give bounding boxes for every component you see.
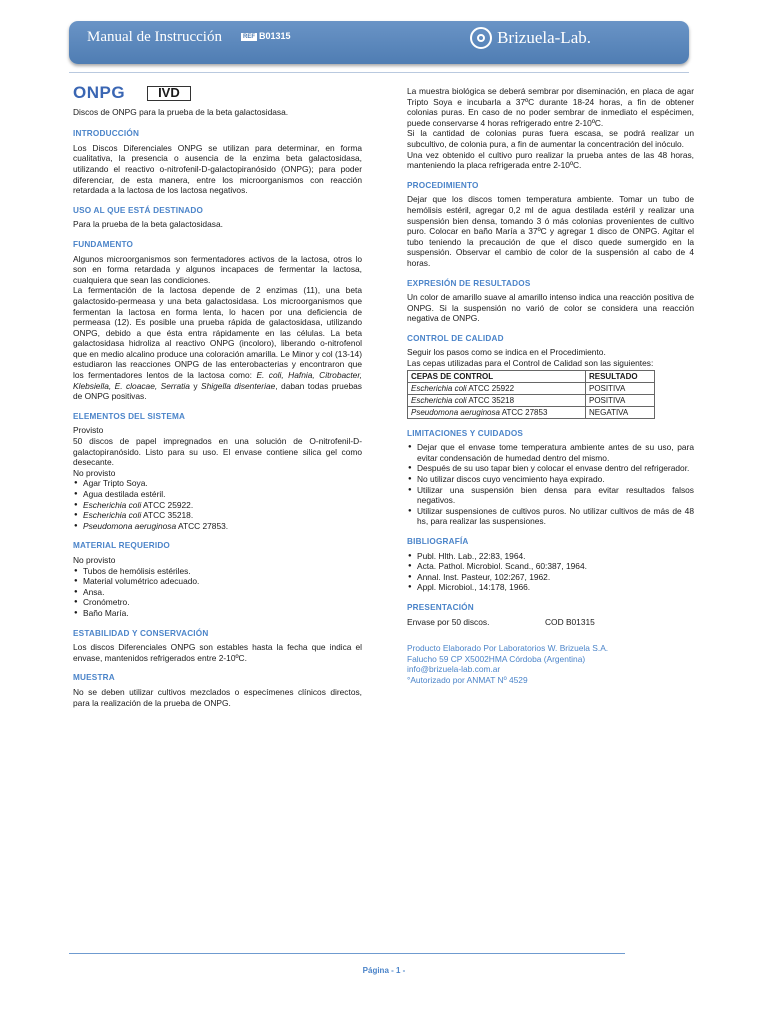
- list-item: ● Cronómetro.: [73, 597, 362, 608]
- no-provisto-label: No provisto: [73, 554, 116, 565]
- section-heading: INTRODUCCIÓN: [73, 129, 140, 139]
- list-item: ● Dejar que el envase tome temperatura ambiente antes de su uso, para evitar condensación de humedad dentro del mismo.: [407, 442, 694, 463]
- fundamento-text: La fermentación de la lactosa depende de 2 enzimas (11), una beta galactosido-permeasa y una beta galactosidasa. Los microorganismos que fermentan la lactosa en forma lenta, lo hacen por una deficiencia de permeasa (12). Es posible una prueba rápida de galactosidasa, utilizando ONPG, debido a que ésta entra rápidamente en las células. La beta galactosidasa hidroliza al reactivo ONPG (incoloro), liberando o-nitrofenol que en medio alcalino produce una coloración amarilla. Le Minor y col (13-14) estudiaron las reacciones ONPG de las enterobacterias y encontraron que los fermentadores lentos de la lactosa como:: [73, 285, 362, 381]
- section-control-calidad: [407, 334, 694, 419]
- elementos-list: [73, 478, 362, 531]
- section-uso: [73, 206, 362, 230]
- list-item: ● Baño María.: [73, 608, 362, 619]
- list-item: ● Ansa.: [73, 587, 362, 598]
- list-item: ● Material volumétrico adecuado.: [73, 576, 362, 587]
- provisto-label: Provisto: [73, 425, 104, 436]
- uso-text: Para la prueba de la beta galactosidasa.: [73, 219, 223, 230]
- fundamento-p1: Algunos microorganismos son fermentadores activos de la lactosa, otros lo son en forma retardada y algunos incapaces de fermentar la lactosa, cualquiera que sean las condiciones.: [73, 253, 362, 285]
- page-number: Página - 1 -: [362, 966, 406, 975]
- section-estabilidad: [73, 629, 362, 664]
- no-provisto-label: No provisto: [73, 467, 116, 478]
- list-item: ● Tubos de hemólisis estériles.: [73, 566, 362, 577]
- section-heading: PROCEDIMIENTO: [407, 180, 479, 190]
- list-item: ● Escherichia coli ATCC 35218.: [73, 510, 362, 521]
- left-column: [73, 83, 362, 708]
- section-procedimiento: [407, 181, 694, 269]
- procedimiento-text: Dejar que los discos tomen temperatura ambiente. Tomar un tubo de hemólisis estéril, agregar 0,2 ml de agua destilada estéril y realizar una suspensión bien densa, tomando 3 ó más colonias provenientes de cultivo puro. Colocar en baño María a 37ºC y agregar 1 disco de ONPG. Agitar el tubo teniendo la precaución de que el disco quede sumergido en la suspensión. Observar el cambio de color de la suspensión al cabo de 4 horas.: [407, 194, 694, 268]
- section-elementos: [73, 412, 362, 532]
- section-muestra: [73, 673, 362, 708]
- footer-divider: [69, 953, 625, 954]
- ivd-badge: IVD: [147, 86, 191, 101]
- list-item: ● Utilizar suspensiones de cultivos puros. No utilizar cultivos de más de 48 hs, para realizar las suspensiones.: [407, 506, 694, 527]
- intro-text: Los Discos Diferenciales ONPG se utilizan para determinar, en forma cualitativa, la presencia o ausencia de la enzima beta galactosidasa, utilizando el reactivo o-nitrofenil-D-galactopiranósido (ONPG); para poder diferenciar, de esta manera, entre los microorganismos con reacción retardada a la lactosa de los lactosa negativos.: [73, 142, 362, 196]
- table-header-row: [408, 370, 655, 382]
- table-header: CEPAS DE CONTROL: [408, 370, 586, 382]
- list-item: ● Agar Tripto Soya.: [73, 478, 362, 489]
- list-item: ● Appl. Microbiol., 14:178, 1966.: [407, 582, 694, 593]
- control-line-2: Las cepas utilizadas para el Control de Calidad son las siguientes:: [407, 358, 654, 369]
- section-presentacion: [407, 603, 694, 627]
- section-heading: MUESTRA: [73, 673, 115, 683]
- table-row: [408, 382, 655, 394]
- fundamento-text: y: [189, 380, 202, 391]
- section-heading: LIMITACIONES Y CUIDADOS: [407, 428, 524, 438]
- lab-email: info@brizuela-lab.com.ar: [407, 664, 501, 675]
- bibliografia-list: [407, 551, 694, 593]
- section-heading: MATERIAL REQUERIDO: [73, 541, 170, 551]
- list-item: ● Pseudomona aeruginosa ATCC 27853.: [73, 521, 362, 532]
- table-cell: Pseudomona aeruginosa ATCC 27853: [408, 406, 586, 418]
- list-item: ● Agua destilada estéril.: [73, 489, 362, 500]
- product-title-row: [73, 83, 362, 102]
- list-item: ● No utilizar discos cuyo vencimiento haya expirado.: [407, 474, 694, 485]
- table-row: [408, 406, 655, 418]
- list-item: ● Annal. Inst. Pasteur, 102:267, 1962.: [407, 572, 694, 583]
- section-fundamento: [73, 240, 362, 402]
- section-heading: FUNDAMENTO: [73, 239, 134, 249]
- list-item: ● Utilizar una suspensión bien densa para evitar resultados falsos negativos.: [407, 485, 694, 506]
- section-heading: PRESENTACIÓN: [407, 602, 474, 612]
- table-header: RESULTADO: [585, 370, 654, 382]
- section-introduccion: [73, 129, 362, 196]
- product-name: ONPG: [73, 83, 126, 102]
- section-material: [73, 541, 362, 618]
- table-cell: POSITIVA: [585, 394, 654, 406]
- muestra-continuation-2: Si la cantidad de colonias puras fuera escasa, se podrá realizar un subcultivo, de colonia pura, a fin de aumentar la concentración del inóculo.: [407, 128, 694, 149]
- table-row: [408, 394, 655, 406]
- section-heading: CONTROL DE CALIDAD: [407, 333, 504, 343]
- table-cell: POSITIVA: [585, 382, 654, 394]
- muestra-continuation-3: Una vez obtenido el cultivo puro realizar la prueba antes de las 48 horas, manteniendo la placa refrigerada entre 2-10ºC.: [407, 149, 694, 171]
- provisto-text: 50 discos de papel impregnados en una solución de O-nitrofenil-D-galactopiranósido. Listo para su uso. El envase contiene silica gel como desecante.: [73, 436, 362, 468]
- reference-code: [241, 31, 291, 41]
- material-list: [73, 566, 362, 619]
- brand-name: Brizuela-Lab.: [497, 28, 591, 47]
- expresion-text: Un color de amarillo suave al amarillo intenso indica una reacción positiva de ONPG. Si la suspensión no varió de color se considera una reacción negativa de ONPG.: [407, 292, 694, 324]
- section-heading: ELEMENTOS DEL SISTEMA: [73, 411, 186, 421]
- fundamento-text: , daban todas pruebas de ONPG positivas.: [73, 380, 362, 402]
- header-divider: [69, 72, 689, 73]
- muestra-text: No se deben utilizar cultivos mezclados o especímenes clínicos directos, para la realización de la prueba de ONPG.: [73, 686, 362, 708]
- limitaciones-list: [407, 442, 694, 527]
- estabilidad-text: Los discos Diferenciales ONPG son estables hasta la fecha que indica el envase, mantenidos refrigerados entre 2-10ºC.: [73, 642, 362, 663]
- section-expresion: [407, 279, 694, 324]
- section-bibliografia: [407, 537, 694, 593]
- ref-code-value: B01315: [259, 31, 291, 41]
- lab-info: [407, 643, 694, 685]
- brizuela-logo-icon: [470, 27, 492, 49]
- section-heading: EXPRESIÓN DE RESULTADOS: [407, 278, 531, 288]
- list-item: ● Acta. Pathol. Microbiol. Scand., 60:387, 1964.: [407, 561, 694, 572]
- organism-list: E. coli, Hafnia, Citrobacter, Klebsiella, E. cloacae, Serratia: [73, 370, 362, 391]
- presentacion-cod: COD B01315: [545, 616, 595, 627]
- table-cell: Escherichia coli ATCC 35218: [408, 394, 586, 406]
- lab-anmat: °Autorizado por ANMAT Nº 4529: [407, 674, 528, 685]
- list-item: ● Escherichia coli ATCC 25922.: [73, 500, 362, 511]
- brand: [470, 27, 591, 49]
- list-item: ● Publ. Hlth. Lab., 22:83, 1964.: [407, 551, 694, 562]
- table-cell: Escherichia coli ATCC 25922: [408, 382, 586, 394]
- product-subtitle: Discos de ONPG para la prueba de la beta galactosidasa.: [73, 106, 289, 117]
- control-table: [407, 370, 655, 419]
- section-limitaciones: [407, 429, 694, 527]
- organism-name: Shigella disenteriae: [201, 380, 276, 391]
- lab-line-1: Producto Elaborado Por Laboratorios W. Brizuela S.A.: [407, 643, 609, 654]
- presentacion-envase: Envase por 50 discos.: [407, 616, 490, 627]
- table-cell: NEGATIVA: [585, 406, 654, 418]
- ref-box: REF: [243, 34, 255, 40]
- section-heading: BIBLIOGRAFÍA: [407, 537, 469, 546]
- list-item: ● Después de su uso tapar bien y colocar el envase dentro del refrigerador.: [407, 463, 694, 474]
- section-heading: ESTABILIDAD Y CONSERVACIÓN: [73, 628, 209, 638]
- presentacion-row: [407, 617, 694, 628]
- section-heading: USO AL QUE ESTÁ DESTINADO: [73, 205, 204, 215]
- document-header: [69, 21, 689, 64]
- fundamento-p2: [73, 285, 362, 402]
- muestra-continuation-1: La muestra biológica se deberá sembrar por diseminación, en placa de agar Tripto Soya e incubarla a 37ºC durante 18-24 horas, a fin de obtener colonias puras. En caso de no poder sembrar de inmediato el espécimen, puede conservarse 4 horas refrigerado entre 2-10ºC.: [407, 86, 694, 128]
- right-column: [407, 86, 694, 686]
- lab-address: Falucho 59 CP X5002HMA Córdoba (Argentina): [407, 653, 586, 664]
- control-line-1: Seguir los pasos como se indica en el Procedimiento.: [407, 347, 606, 358]
- manual-title: Manual de Instrucción: [87, 29, 222, 45]
